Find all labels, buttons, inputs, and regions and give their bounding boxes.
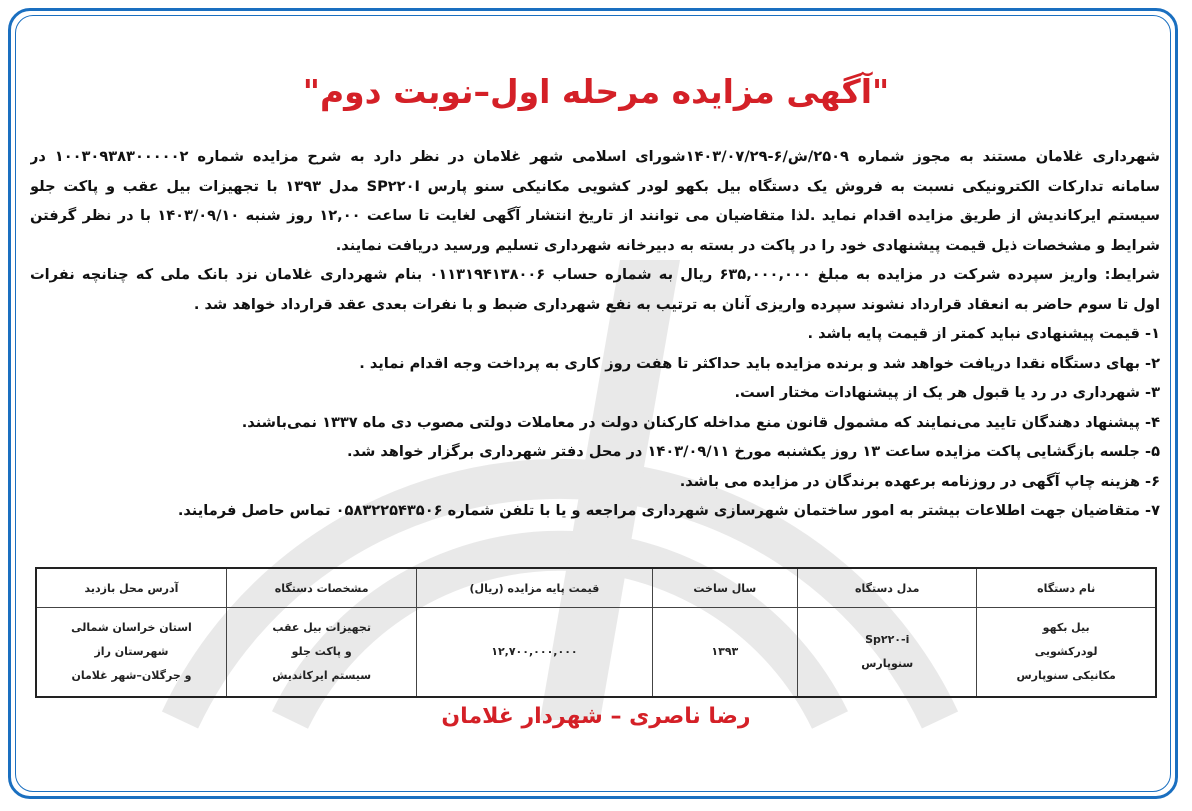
cell-line: تجهیزات بیل عقب (272, 621, 371, 634)
cell-line: سنوپارس (861, 657, 914, 670)
condition-item: ۴- پیشنهاد دهندگان تایید می‌نمایند که مشمول قانون منع مداخله کارکنان دولت در معاملات دولتی مصوب دی ماه ۱۳۳۷ نمی‌باشند. (241, 413, 1160, 431)
intro-line: شهرداری غلامان مستند به مجوز شماره ۲۵۰۹/ش/۶-۱۴۰۳/۰۷/۲۹شورای اسلامی شهر غلامان در نظر دارد به شرح مزایده شماره ۱۰۰۳۰۹۳۸۳۰۰۰۰۰۲ در (30, 148, 1160, 165)
cell-visit-address (36, 608, 226, 698)
cell-line: و جرگلان–شهر غلامان (71, 669, 192, 682)
header-build-year: سال ساخت (652, 568, 798, 608)
cell-device-specs (226, 608, 416, 698)
conditions-line: شرایط: واریز سپرده شرکت در مزایده به مبلغ ۶۳۵,۰۰۰,۰۰۰ ریال به شماره حساب ۰۱۱۳۱۹۴۱۳۸۰۰۶ بنام شهرداری غلامان نزد بانک ملی که چنانچه نفرات (30, 266, 1160, 283)
page-title: "آگهی مزایده مرحله اول–نوبت دوم" (302, 72, 890, 111)
condition-item: ۵- جلسه بازگشایی پاکت مزایده ساعت ۱۳ روز یکشنبه مورخ ۱۴۰۳/۰۹/۱۱ در محل دفتر شهرداری برگزار خواهد شد. (346, 443, 1160, 460)
condition-item: ۷- متقاضیان جهت اطلاعات بیشتر به امور ساختمان شهرسازی شهرداری مراجعه و یا با تلفن شماره ۰۵۸۳۲۲۵۴۳۵۰۶ تماس حاصل فرمایند. (177, 502, 1160, 519)
cell-line: شهرستان راز (94, 645, 169, 658)
cell-device-name (977, 608, 1156, 698)
cell-line: لودرکشویی (1034, 645, 1098, 658)
cell-line: بیل بکهو (1042, 621, 1090, 634)
cell-line: Sp۲۲۰-i (865, 633, 910, 646)
cell-line: سیستم ایرکاندیش (272, 669, 372, 682)
header-base-price: قیمت پایه مزایده (ریال) (417, 568, 652, 608)
header-device-name: نام دستگاه (977, 568, 1156, 608)
condition-item: ۳- شهرداری در رد یا قبول هر یک از پیشنهادات مختار است. (734, 384, 1160, 401)
header-device-specs: مشخصات دستگاه (226, 568, 416, 608)
announcement-body (30, 142, 1160, 526)
header-visit-address: آدرس محل بازدید (36, 568, 226, 608)
cell-device-model (798, 608, 977, 698)
cell-line: و پاکت جلو (291, 645, 352, 658)
conditions-line: اول تا سوم حاضر به انعقاد قرارداد نشوند سپرده واریزی آنان به ترتیب به نفع شهرداری ضبط و با نفرات بعدی عقد قرارداد خواهد شد . (193, 295, 1160, 313)
condition-item: ۲- بهای دستگاه نقدا دریافت خواهد شد و برنده مزایده باید حداکثر تا هفت روز کاری به پرداخت وجه اقدام نماید . (359, 354, 1160, 372)
cell-line: ۱۳۹۳ (711, 645, 739, 658)
intro-line: سیستم ایرکاندیش از طریق مزایده اقدام نماید .لذا متقاضیان می توانند از تاریخ انتشار آگهی لغایت تا ساعت ۱۲,۰۰ روز شنبه ۱۴۰۳/۰۹/۱۰ با در نظر گرفتن (30, 207, 1160, 224)
condition-item: ۱- قیمت پیشنهادی نباید کمتر از قیمت پایه باشد . (807, 325, 1160, 342)
cell-line: مکانیکی سنوپارس (1016, 669, 1116, 682)
table-header-row (36, 568, 1156, 608)
cell-build-year (652, 608, 798, 698)
table-row (36, 608, 1156, 698)
cell-line: استان خراسان شمالی (71, 621, 192, 634)
condition-item: ۶- هزینه چاپ آگهی در روزنامه برعهده برندگان در مزایده می باشد. (679, 472, 1160, 490)
equipment-table (35, 567, 1157, 698)
intro-line: شرایط و مشخصات ذیل قیمت پیشنهادی خود را در پاکت در بسته به دبیرخانه شهرداری تسلیم ورسید دریافت نمایند. (335, 236, 1160, 254)
cell-line: ۱۲,۷۰۰,۰۰۰,۰۰۰ (491, 645, 578, 658)
signature-footer: رضا ناصری – شهردار غلامان (441, 704, 751, 729)
header-device-model: مدل دستگاه (798, 568, 977, 608)
intro-line: سامانه تدارکات الکترونیکی نسبت به فروش یک دستگاه بیل بکهو لودر کشویی مکانیکی سنو پارس SP۲۲۰I مدل ۱۳۹۳ با تجهیزات بیل عقب و پاکت جلو (30, 177, 1160, 195)
cell-base-price (417, 608, 652, 698)
